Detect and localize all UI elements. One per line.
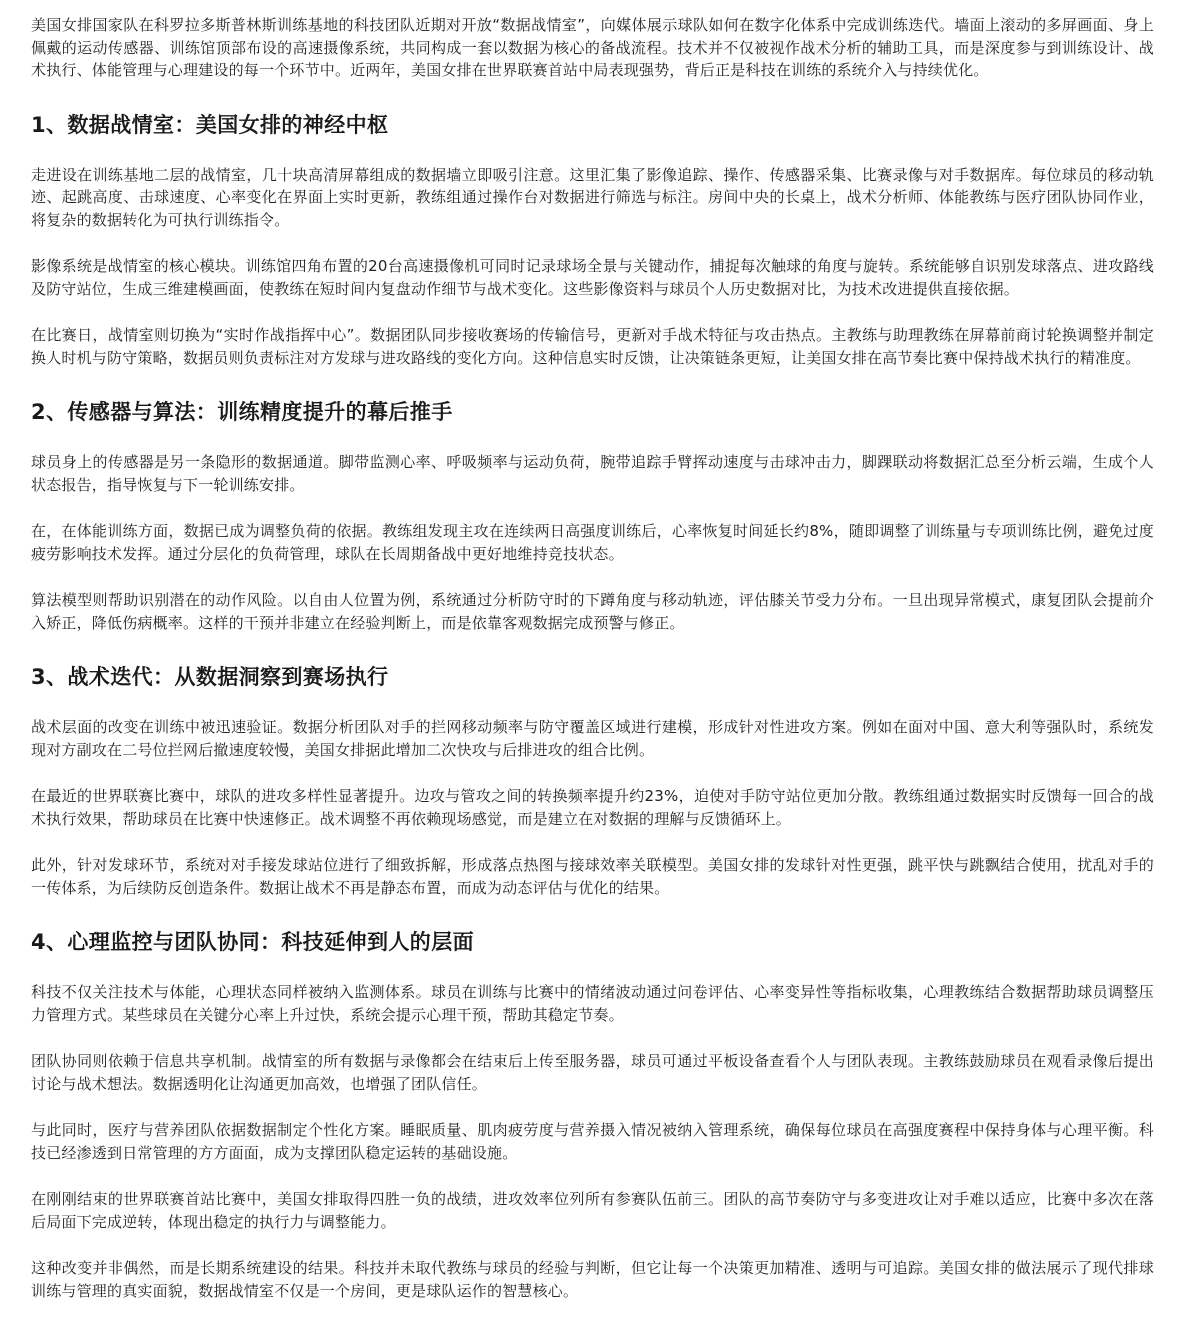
section-1-paragraph-3: 在比赛日，战情室则切换为“实时作战指挥中心”。数据团队同步接收赛场的传输信号，更新对手战术特征与攻击热点。主教练与助理教练在屏幕前商讨轮换调整并制定换人时机与防守策略，数据员则负责标注对方发球与进攻路线的变化方向。这种信息实时反馈，让决策链条更短，让美国女排在高节奏比赛中保持战术执行的精准度。 [31, 326, 1154, 367]
section-4-paragraph-1: 科技不仅关注技术与体能，心理状态同样被纳入监测体系。球员在训练与比赛中的情绪波动通过问卷评估、心率变异性等指标收集，心理教练结合数据帮助球员调整压力管理方式。某些球员在关键分心率上升过快，系统会提示心理干预，帮助其稳定节奏。 [31, 983, 1154, 1024]
section-3-paragraph-1: 战术层面的改变在训练中被迅速验证。数据分析团队对手的拦网移动频率与防守覆盖区域进行建模，形成针对性进攻方案。例如在面对中国、意大利等强队时，系统发现对方副攻在二号位拦网后撤速度较慢，美国女排据此增加二次快攻与后排进攻的组合比例。 [31, 718, 1154, 759]
section-heading-1: 1、数据战情室：美国女排的神经中枢 [31, 112, 389, 137]
section-heading-4: 4、心理监控与团队协同：科技延伸到人的层面 [31, 930, 475, 954]
section-2-paragraph-2: 在，在体能训练方面，数据已成为调整负荷的依据。教练组发现主攻在连续两日高强度训练后，心率恢复时间延长约8%，随即调整了训练量与专项训练比例，避免过度疲劳影响技术发挥。通过分层化的负荷管理，球队在长周期备战中更好地维持竞技状态。 [31, 522, 1154, 563]
section-4-paragraph-2: 团队协同则依赖于信息共享机制。战情室的所有数据与录像都会在结束后上传至服务器，球员可通过平板设备查看个人与团队表现。主教练鼓励球员在观看录像后提出讨论与战术想法。数据透明化让沟通更加高效，也增强了团队信任。 [31, 1052, 1154, 1093]
section-2-paragraph-1: 球员身上的传感器是另一条隐形的数据通道。脚带监测心率、呼吸频率与运动负荷，腕带追踪手臂挥动速度与击球冲击力，脚踝联动将数据汇总至分析云端，生成个人状态报告，指导恢复与下一轮训练安排。 [31, 453, 1154, 494]
intro-paragraph: 美国女排国家队在科罗拉多斯普林斯训练基地的科技团队近期对开放“数据战情室”，向媒体展示球队如何在数字化体系中完成训练迭代。墙面上滚动的多屏画面、身上佩戴的运动传感器、训练馆顶部布设的高速摄像系统，共同构成一套以数据为核心的备战流程。技术并不仅被视作战术分析的辅助工具，而是深度参与到训练设计、战术执行、体能管理与心理建设的每一个环节中。近两年，美国女排在世界联赛首站中局表现强势，背后正是科技在训练的系统介入与持续优化。 [31, 16, 1154, 79]
section-3-paragraph-2: 在最近的世界联赛比赛中，球队的进攻多样性显著提升。边攻与管攻之间的转换频率提升约23%，迫使对手防守站位更加分散。教练组通过数据实时反馈每一回合的战术执行效果，帮助球员在比赛中快速修正。战术调整不再依赖现场感觉，而是建立在对数据的理解与反馈循环上。 [31, 787, 1154, 828]
section-4-paragraph-4: 在刚刚结束的世界联赛首站比赛中，美国女排取得四胜一负的战绩，进攻效率位列所有参赛队伍前三。团队的高节奏防守与多变进攻让对手难以适应，比赛中多次在落后局面下完成逆转，体现出稳定的执行力与调整能力。 [31, 1190, 1154, 1231]
section-1-paragraph-2: 影像系统是战情室的核心模块。训练馆四角布置的20台高速摄像机可同时记录球场全景与关键动作，捕捉每次触球的角度与旋转。系统能够自识别发球落点、进攻路线及防守站位，生成三维建模画面，使教练在短时间内复盘动作细节与战术变化。这些影像资料与球员个人历史数据对比，为技术改进提供直接依据。 [31, 257, 1154, 298]
section-4-paragraph-3: 与此同时，医疗与营养团队依据数据制定个性化方案。睡眠质量、肌肉疲劳度与营养摄入情况被纳入管理系统，确保每位球员在高强度赛程中保持身体与心理平衡。科技已经渗透到日常管理的方方面面，成为支撑团队稳定运转的基础设施。 [31, 1121, 1154, 1162]
section-2-paragraph-3: 算法模型则帮助识别潜在的动作风险。以自由人位置为例，系统通过分析防守时的下蹲角度与移动轨迹，评估膝关节受力分布。一旦出现异常模式，康复团队会提前介入矫正，降低伤病概率。这样的干预并非建立在经验判断上，而是依靠客观数据完成预警与修正。 [31, 591, 1154, 632]
section-3-paragraph-3: 此外，针对发球环节，系统对对手接发球站位进行了细致拆解，形成落点热图与接球效率关联模型。美国女排的发球针对性更强，跳平快与跳飘结合使用，扰乱对手的一传体系，为后续防反创造条件。数据让战术不再是静态布置，而成为动态评估与优化的结果。 [31, 856, 1154, 897]
section-1-paragraph-1: 走进设在训练基地二层的战情室，几十块高清屏幕组成的数据墙立即吸引注意。这里汇集了影像追踪、操作、传感器采集、比赛录像与对手数据库。每位球员的移动轨迹、起跳高度、击球速度、心率变化在界面上实时更新，教练组通过操作台对数据进行筛选与标注。房间中央的长桌上，战术分析师、体能教练与医疗团队协同作业，将复杂的数据转化为可执行训练指令。 [31, 165, 1154, 229]
closing-paragraph: 这种改变并非偶然，而是长期系统建设的结果。科技并未取代教练与球员的经验与判断，但它让每一个决策更加精准、透明与可追踪。美国女排的做法展示了现代排球训练与管理的真实面貌，数据战情室不仅是一个房间，更是球队运作的智慧核心。 [31, 1259, 1154, 1300]
section-heading-2: 2、传感器与算法：训练精度提升的幕后推手 [31, 400, 453, 424]
section-heading-3: 3、战术迭代：从数据洞察到赛场执行 [31, 665, 389, 689]
